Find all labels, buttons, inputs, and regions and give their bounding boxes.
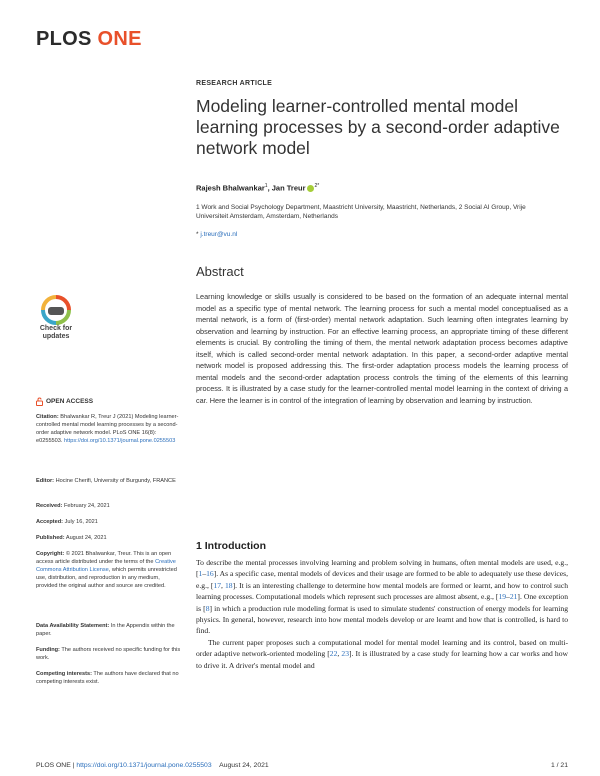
published-block xyxy=(36,534,182,542)
author-line xyxy=(196,183,319,193)
competing-interests-text: The authors have declared that no competing interests exist. xyxy=(36,671,179,685)
accepted-block xyxy=(36,518,182,526)
copyright-text-1: © 2021 Bhalwankar, Treur. This is an open access article distributed under the terms of the xyxy=(36,551,172,565)
intro-p1-text-e: ] in which a production rule modeling format is used to simulate students' construction of energy models for learning physics. In general, however, research into how mental models develop or are learnt and how that is controlled, is hard to find. xyxy=(196,603,568,636)
footer-doi-link[interactable]: https://doi.org/10.1371/journal.pone.0255503 xyxy=(76,762,212,769)
intro-p1-text-b: ]. As a specific case, mental models of devices and their usage are formed to be able to adequately use these devices, e.g., [ xyxy=(196,569,568,590)
email-star: * xyxy=(196,231,201,238)
corresponding-email xyxy=(196,231,237,238)
copyright-label: Copyright: xyxy=(36,551,65,557)
author-separator: , xyxy=(267,183,272,193)
footer-journal: PLOS ONE xyxy=(36,762,71,769)
intro-p2-text-b: ]. It is illustrated by a case study for learning how a car works and how to drive it. A driver's mental model and xyxy=(196,649,568,670)
citation-doi-link[interactable]: https://doi.org/10.1371/journal.pone.0255503 xyxy=(64,438,176,444)
author-1[interactable]: Rajesh Bhalwankar xyxy=(196,183,265,193)
author-1-sup: 1 xyxy=(264,183,268,189)
ref-link[interactable]: 23 xyxy=(341,649,349,659)
abstract-heading: Abstract xyxy=(196,264,244,279)
editor-block xyxy=(36,477,182,485)
ref-dash: – xyxy=(506,592,510,602)
accepted-text: July 16, 2021 xyxy=(64,519,98,525)
check-line1: Check for xyxy=(39,325,73,332)
article-title: Modeling learner-controlled mental model learning processes by a second-order adaptive network model xyxy=(196,96,560,158)
data-availability-label: Data Availability Statement: xyxy=(36,623,110,629)
ref-link[interactable]: 21 xyxy=(509,592,518,602)
ref-link[interactable]: 17 xyxy=(213,580,222,590)
funding-block xyxy=(36,646,182,662)
received-label: Received: xyxy=(36,503,63,509)
abstract-text: Learning knowledge or skills usually is considered to be based on the formation of an adequate internal mental model as a specific type of mental network. The learning process for such a mental model conceptualised as a mental network, is a form of (first-order) mental network adaptation. Such learning often integrates learning by observation and learning by instruction. For an effective learning process, an appropriate timing of these different elements is crucial. By controlling the timing of them, the mental network adaptation process becomes adaptive itself, which is called second-order mental network adaptation. In this paper, a second-order adaptive mental network model is proposed addressing this. The first-order adaptation process models the learning process of mental models and the second-order adaptation process controls the timing of the elements of this learning process. It is illustrated by a case study for the learner-controlled mental model learning in the context of driving a car. Here the learner is in control of the integration of learning by observation and learning by instruction. xyxy=(196,292,568,405)
ref-link[interactable]: 18 xyxy=(225,580,233,590)
intro-body xyxy=(196,557,568,671)
funding-text: The authors received no specific funding for this work. xyxy=(36,647,181,661)
logo-one: ONE xyxy=(97,28,142,50)
open-access-lock-icon xyxy=(36,397,43,406)
footer-date: August 24, 2021 xyxy=(219,762,269,769)
intro-heading: 1 Introduction xyxy=(196,540,266,552)
ref-link[interactable]: 1 xyxy=(198,569,203,579)
footer-left xyxy=(36,762,269,769)
citation-label: Citation: xyxy=(36,414,59,420)
license-link[interactable]: Creative Commons Attribution License xyxy=(36,559,176,573)
citation-text: Bhalwankar R, Treur J (2021) Modeling learner-controlled mental model learning processes by a second-order adaptive network model. PLoS ONE 16(8): e0255503. xyxy=(36,414,179,444)
ref-comma: , xyxy=(337,649,342,659)
author-2[interactable]: Jan Treur xyxy=(271,183,306,193)
open-access-label: OPEN ACCESS xyxy=(46,398,94,406)
received-text: February 24, 2021 xyxy=(64,503,110,509)
author-2-sup: 2* xyxy=(314,183,320,189)
intro-paragraph-2 xyxy=(196,637,568,671)
ref-dash: – xyxy=(202,569,207,579)
logo-plos: PLOS xyxy=(36,28,92,50)
copyright-block xyxy=(36,550,182,590)
editor-text: Hocine Cherifi, University of Burgundy, FRANCE xyxy=(55,478,176,484)
journal-logo xyxy=(36,28,142,51)
intro-p1-text-a: To describe the mental processes involving learning and problem solving in humans, often mental models are used, e.g., [ xyxy=(196,558,568,579)
check-for-updates-label[interactable] xyxy=(34,325,78,341)
affiliations: 1 Work and Social Psychology Department, Maastricht University, Maastricht, Netherlands, 2 Social AI Group, Vrije Universiteit Amsterdam, Amsterdam, Netherlands xyxy=(196,204,526,220)
intro-p2-text-a: The current paper proposes such a computational model for mental model learning and its control, based on multi-order adaptive network-oriented modeling [ xyxy=(196,637,568,659)
published-label: Published: xyxy=(36,535,65,541)
received-block xyxy=(36,502,182,510)
data-availability-text: In the Appendix within the paper. xyxy=(36,623,175,637)
email-link[interactable]: j.treur@vu.nl xyxy=(200,231,238,238)
page-number: 1 / 21 xyxy=(550,762,568,769)
check-line2: updates xyxy=(42,333,70,340)
orcid-icon[interactable] xyxy=(307,185,314,192)
intro-p1-text-d: ]. One exception is [ xyxy=(196,592,568,613)
intro-p1-text-c: ]. It is an interesting challenge to determine how mental models are formed or learnt, and how to control such learning processes. Computational models which represent such processes are almost absent, e.g., [ xyxy=(196,580,569,602)
editor-label: Editor: xyxy=(36,478,55,484)
ref-comma: , xyxy=(221,580,225,590)
ref-link[interactable]: 16 xyxy=(206,569,214,579)
open-access-badge xyxy=(36,397,93,406)
intro-paragraph-1 xyxy=(196,557,568,637)
citation-block xyxy=(36,413,182,445)
footer-separator: | xyxy=(70,762,77,769)
competing-interests-block xyxy=(36,670,182,686)
ref-link[interactable]: 22 xyxy=(329,649,338,659)
copyright-text-2: , which permits unrestricted use, distribution, and reproduction in any medium, provided the original author and source are credited. xyxy=(36,567,177,589)
accepted-label: Accepted: xyxy=(36,519,64,525)
article-type: RESEARCH ARTICLE xyxy=(196,80,273,87)
funding-label: Funding: xyxy=(36,647,60,653)
ref-link[interactable]: 8 xyxy=(205,603,210,613)
competing-interests-label: Competing interests: xyxy=(36,671,92,677)
data-availability-block xyxy=(36,622,182,638)
published-text: August 24, 2021 xyxy=(65,535,107,541)
ref-link[interactable]: 19 xyxy=(498,592,507,602)
